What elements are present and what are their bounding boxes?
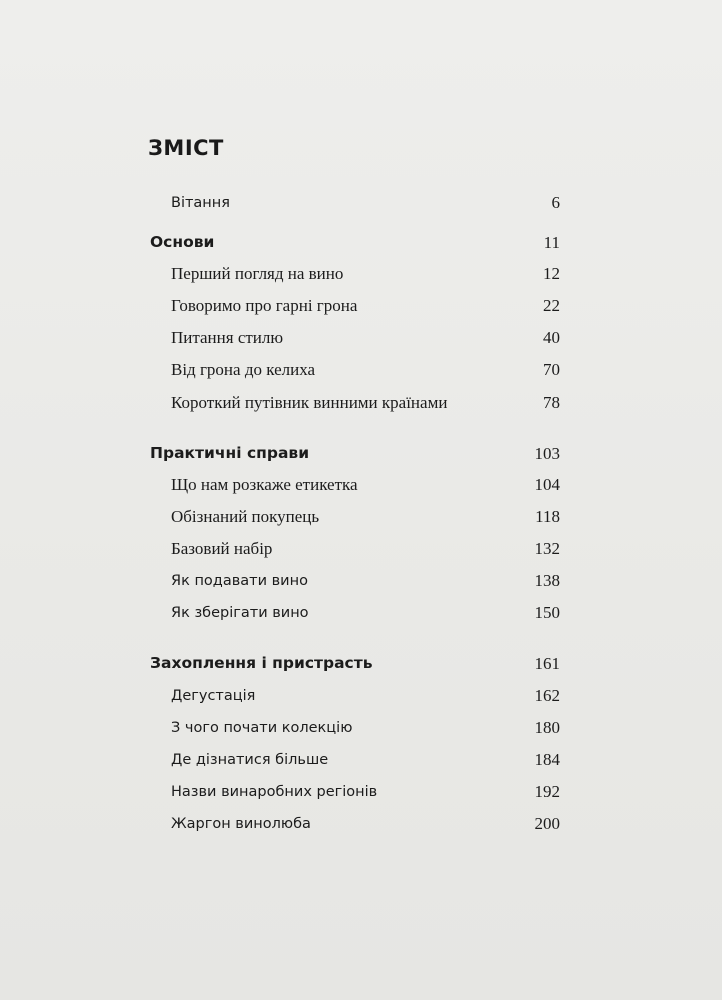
toc-entry-page: 180	[534, 718, 560, 737]
toc-entry-label: Від грона до келиха	[171, 360, 316, 379]
toc-section-page: 103	[534, 444, 560, 463]
toc-entry-label: Перший погляд на вино	[171, 264, 344, 283]
toc-entry-label: Обізнаний покупець	[171, 507, 320, 526]
toc-entry-page: 40	[543, 328, 560, 347]
toc-entry-intro	[0, 193, 722, 223]
toc-entry	[0, 328, 722, 358]
toc-entry-label: Жаргон винолюба	[171, 816, 311, 832]
toc-entry	[0, 571, 722, 601]
toc-entry-page: 192	[534, 782, 560, 801]
toc-entry-page: 78	[543, 393, 560, 412]
toc-entry-page: 22	[543, 296, 560, 315]
toc-entry	[0, 814, 722, 844]
toc-entry-label: Питання стилю	[171, 328, 284, 347]
toc-entry-label: З чого почати колекцію	[171, 720, 353, 736]
toc-entry-label: Дегустація	[171, 688, 256, 704]
toc-entry	[0, 296, 722, 326]
toc-section-label: Захоплення і пристрасть	[150, 654, 373, 672]
toc-entry	[0, 603, 722, 633]
toc-entry-page: 150	[534, 603, 560, 622]
toc-entry-label: Вітання	[171, 195, 230, 211]
toc-entry-label: Де дізнатися більше	[171, 752, 329, 768]
toc-entry-label: Як зберігати вино	[171, 605, 309, 621]
toc-section-page: 161	[534, 654, 560, 673]
toc-entry-page: 132	[534, 539, 560, 558]
toc-entry-page: 184	[534, 750, 560, 769]
toc-entry	[0, 393, 722, 423]
toc-section-heading	[0, 233, 722, 263]
toc-section-heading	[0, 444, 722, 474]
toc-entry-label: Назви винаробних регіонів	[171, 784, 378, 800]
toc-entry-label: Що нам розкаже етикетка	[171, 475, 358, 494]
toc-entry	[0, 264, 722, 294]
toc-entry-label: Говоримо про гарні грона	[171, 296, 358, 315]
toc-entry	[0, 750, 722, 780]
toc-entry	[0, 718, 722, 748]
toc-entry	[0, 686, 722, 716]
toc-entry	[0, 539, 722, 569]
toc-entry-label: Короткий путівник винними країнами	[171, 393, 448, 412]
toc-section-label: Практичні справи	[150, 444, 310, 462]
toc-entry	[0, 475, 722, 505]
toc-entry-page: 70	[543, 360, 560, 379]
toc-entry-page: 6	[551, 193, 560, 212]
toc-entry	[0, 360, 722, 390]
toc-entry-page: 200	[534, 814, 560, 833]
toc-entry	[0, 782, 722, 812]
toc-entry-page: 138	[534, 571, 560, 590]
toc-title: ЗМІСТ	[148, 136, 224, 160]
toc-section-heading	[0, 654, 722, 684]
toc-entry-page: 104	[534, 475, 560, 494]
toc-section-label: Основи	[150, 233, 215, 251]
toc-entry-label: Базовий набір	[171, 539, 273, 558]
toc-entry	[0, 507, 722, 537]
toc-entry-page: 118	[535, 507, 560, 526]
toc-entry-page: 12	[543, 264, 560, 283]
toc-entry-page: 162	[534, 686, 560, 705]
toc-entry-label: Як подавати вино	[171, 573, 308, 589]
toc-section-page: 11	[543, 233, 560, 252]
